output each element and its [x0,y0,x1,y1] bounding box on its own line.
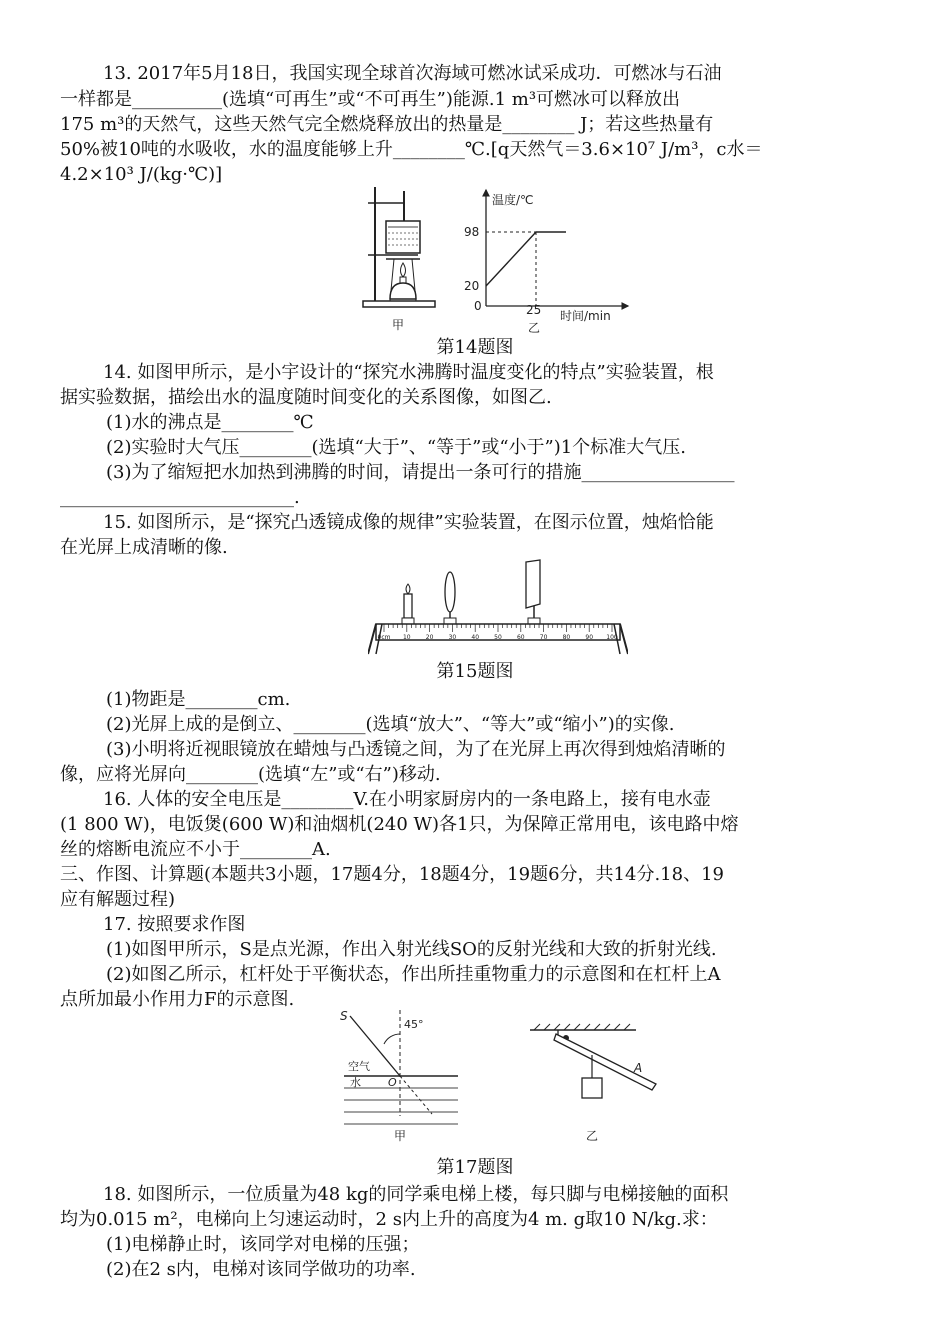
q14-line1: 14. 如图甲所示，是小宇设计的“探究水沸腾时温度变化的特点”实验装置，根 [103,362,714,383]
fig15-caption: 第15题图 [436,661,514,682]
q14-sub3-cont: __________________________. [60,487,300,508]
fig14-tick-20: 20 [464,279,480,293]
ruler-label: 10 [402,634,411,641]
q15-sub3: (3)小明将近视眼镜放在蜡烛与凸透镜之间，为了在光屏上再次得到烛焰清晰的 [106,739,726,760]
fig14-x-axis-label: 时间/min [560,309,611,323]
q15-sub1: (1)物距是________cm. [106,689,291,710]
ruler-label: 60 [516,634,525,641]
ruler-label: 20 [425,634,434,641]
fig14-tick-0: 0 [474,299,482,313]
ruler-label: 0cm [377,634,391,641]
fig14-tick-25: 25 [526,303,542,317]
fig14-right-label: 乙 [527,321,541,335]
ruler-label: 40 [471,634,480,641]
fig17-label-a: A [634,1061,643,1075]
fig17-label-water: 水 [350,1076,361,1089]
q18-sub2: (2)在2 s内，电梯对该同学做功的功率. [106,1259,416,1280]
fig14-tick-98: 98 [464,225,480,239]
section3-line2: 应有解题过程) [60,889,176,910]
fig15-optical-bench [368,556,628,656]
fig17-lever-diagram [526,1022,666,1144]
fig14-caption: 第14题图 [436,337,514,358]
q13-line2: 一样都是__________(选填“可再生”或“不可再生”)能源.1 m³可燃冰可以释放出 [60,89,681,110]
q17-line1: 17. 按照要求作图 [103,914,246,935]
fig17-label-s: S [340,1009,348,1023]
q14-sub2: (2)实验时大气压________(选填“大于”、“等于”或“小于”)1个标准大气压. [106,437,686,458]
fig14-left-label: 甲 [391,318,405,332]
q15-line1: 15. 如图所示，是“探究凸透镜成像的规律”实验装置，在图示位置，烛焰恰能 [103,512,714,533]
fig17-label-air: 空气 [348,1060,370,1073]
q13-line5: 4.2×10³ J/(kg·℃)] [60,164,223,185]
q18-sub1: (1)电梯静止时，该同学对电梯的压强； [106,1234,420,1255]
ruler-label: 50 [494,634,502,641]
fig14-y-axis-label: 温度/℃ [492,193,534,207]
fig14-marks [486,232,566,306]
fig17-light-diagram [336,1006,466,1144]
q16-line3: 丝的熔断电流应不小于________A. [60,839,331,860]
fig14-temperature-line [486,232,566,286]
ruler-label: 100 [606,634,618,641]
fig14-apparatus [360,183,440,333]
q13-line3: 175 m³的天然气，这些天然气完全燃烧释放出的热量是________ J；若这些热量有 [60,114,714,135]
fig17-label-o: O [388,1076,397,1089]
q18-line1: 18. 如图所示，一位质量为48 kg的同学乘电梯上楼，每只脚与电梯接触的面积 [103,1184,729,1205]
section3-line1: 三、作图、计算题(本题共3小题，17题4分，18题4分，19题6分，共14分.18、19 [60,864,724,885]
q17-sub1: (1)如图甲所示，S是点光源，作出入射光线SO的反射光线和大致的折射光线. [106,939,717,960]
ruler-label: 30 [448,634,457,641]
ruler-label: 80 [562,634,571,641]
q16-line2: (1 800 W)，电饭煲(600 W)和油烟机(240 W)各1只，为保障正常用电，该电路中熔 [60,814,739,835]
q15-sub2: (2)光屏上成的是倒立、________(选填“放大”、“等大”或“缩小”)的实像. [106,714,675,735]
q13-line1: 13. 2017年5月18日，我国实现全球首次海域可燃冰试采成功．可燃冰与石油 [103,63,722,84]
q15-line2: 在光屏上成清晰的像. [60,537,228,558]
q17-sub2-cont: 点所加最小作用力F的示意图. [60,989,295,1010]
q17-sub2: (2)如图乙所示，杠杆处于平衡状态，作出所挂重物重力的示意图和在杠杆上A [106,964,721,985]
q13-line4: 50%被10吨的水吸收，水的温度能够上升________℃.[q天然气＝3.6×10⁷ J/m³，c水＝ [60,139,763,160]
fig17-caption: 第17题图 [436,1157,514,1178]
q14-line2: 据实验数据，描绘出水的温度随时间变化的关系图像，如图乙. [60,387,552,408]
fig17-label-45: 45° [404,1018,424,1031]
fig14-graph [456,186,636,338]
fig17-right-label: 乙 [585,1129,599,1143]
q14-sub1: (1)水的沸点是________℃ [106,412,314,433]
ruler-label: 70 [539,634,548,641]
fig17-left-label: 甲 [393,1129,407,1143]
q18-line2: 均为0.015 m²，电梯向上匀速运动时，2 s内上升的高度为4 m. g取10 N/kg.求： [60,1209,718,1230]
q14-sub3: (3)为了缩短把水加热到沸腾的时间，请提出一条可行的措施_________________ [106,462,735,483]
q16-line1: 16. 人体的安全电压是________V.在小明家厨房内的一条电路上，接有电水壶 [103,789,711,810]
ruler-label: 90 [585,634,594,641]
q15-sub3-cont: 像，应将光屏向________(选填“左”或“右”)移动. [60,764,441,785]
